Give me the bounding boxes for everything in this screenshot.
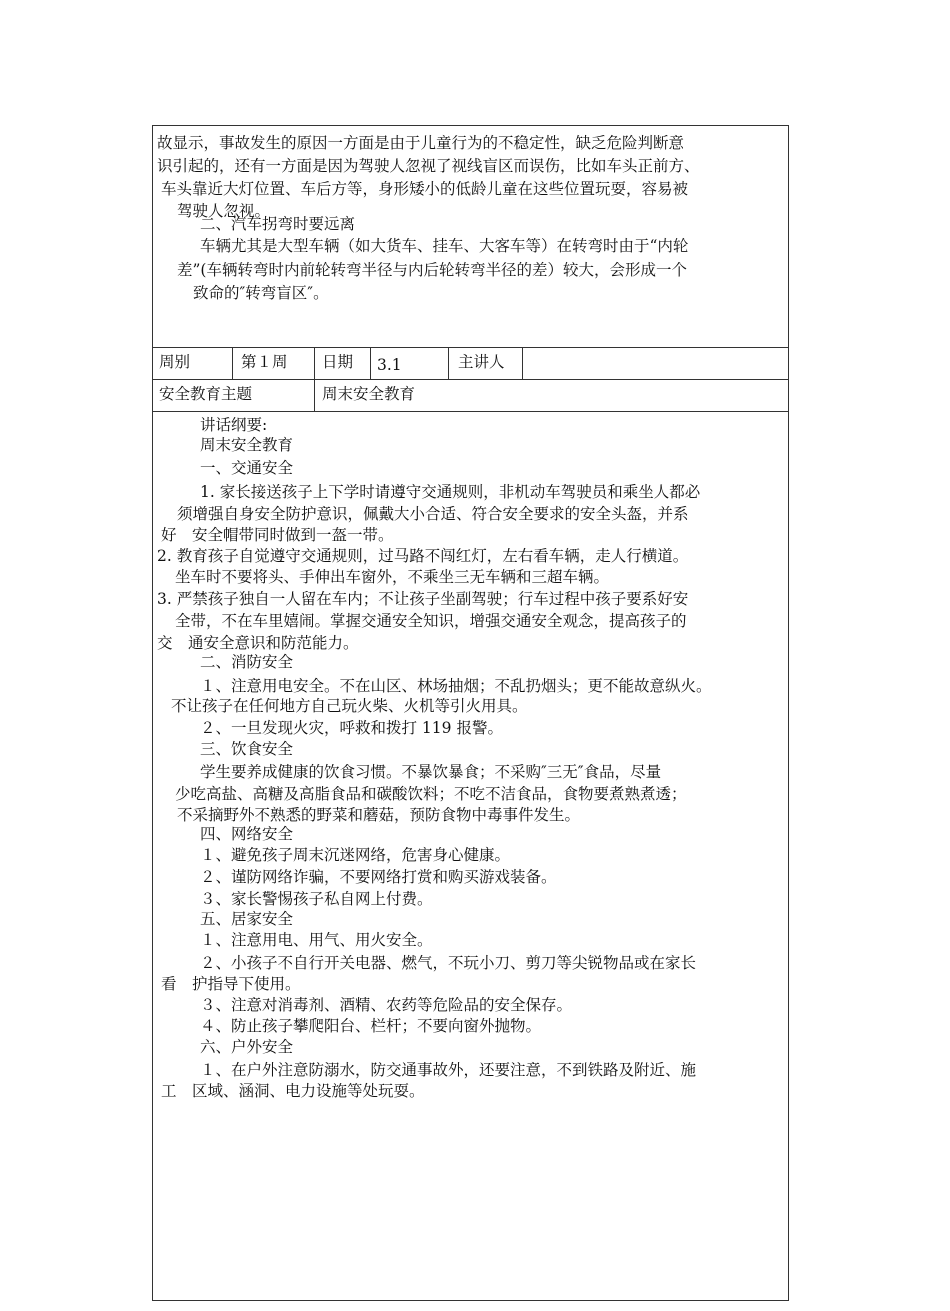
cell-divider xyxy=(314,347,315,379)
week-value: 第１周 xyxy=(241,353,288,371)
outline-line: 好 安全帽带同时做到一盔一带。 xyxy=(161,526,394,544)
row-divider xyxy=(153,347,788,348)
outline-line: 3. 严禁孩子独自一人留在车内；不让孩子坐副驾驶；行车过程中孩子要系好安 xyxy=(157,590,689,608)
outline-line: 五、居家安全 xyxy=(200,910,294,928)
outline-line: 工 区域、涵洞、电力设施等处玩耍。 xyxy=(161,1082,425,1100)
outline-line: １、注意用电、用气、用火安全。 xyxy=(200,931,433,949)
outline-line: 二、消防安全 xyxy=(200,653,294,671)
top-line: 驾驶人忽视。 xyxy=(177,202,271,220)
top-line: 差”(车辆转弯时内前轮转弯半径与内后轮转弯半径的差）较大，会形成一个 xyxy=(177,261,687,279)
outline-line: １、在户外注意防溺水，防交通事故外，还要注意，不到铁路及附近、施 xyxy=(200,1061,697,1079)
outline-line: 坐车时不要将头、手伸出车窗外，不乘坐三无车辆和三超车辆。 xyxy=(175,568,610,586)
outline-line: ２、小孩子不自行开关电器、燃气，不玩小刀、剪刀等尖锐物品或在家长 xyxy=(200,954,697,972)
theme-value: 周末安全教育 xyxy=(322,385,416,403)
outline-line: １、注意用电安全。不在山区、林场抽烟；不乱扔烟头；更不能故意纵火。 xyxy=(200,677,712,695)
date-label: 日期 xyxy=(322,353,354,371)
outline-line: 不让孩子在任何地方自己玩火柴、火机等引火用具。 xyxy=(171,697,528,715)
top-line: 识引起的，还有一方面是因为驾驶人忽视了视线盲区而误伤，比如车头正前方、 xyxy=(157,157,700,175)
outline-line: ４、防止孩子攀爬阳台、栏杆；不要向窗外抛物。 xyxy=(200,1017,542,1035)
week-label: 周别 xyxy=(159,353,191,371)
outline-line: 四、网络安全 xyxy=(200,825,294,843)
row-divider xyxy=(153,411,788,412)
outline-line: ２、一旦发现火灾，呼救和拨打 119 报警。 xyxy=(200,719,503,737)
cell-divider xyxy=(232,347,233,379)
date-value: 3.1 xyxy=(377,356,402,374)
outline-line: 少吃高盐、高糖及高脂食品和碳酸饮料；不吃不洁食品，食物要煮熟煮透； xyxy=(175,785,687,803)
outline-line: 交 通安全意识和防范能力。 xyxy=(157,634,359,652)
theme-label: 安全教育主题 xyxy=(159,385,253,403)
outline-line: 六、户外安全 xyxy=(200,1038,294,1056)
outline-line: 全带，不在车里嬉闹。掌握交通安全知识，增强交通安全观念，提高孩子的 xyxy=(175,612,687,630)
row-divider xyxy=(153,379,788,380)
outline-line: 一、交通安全 xyxy=(200,459,294,477)
outline-line: 1. 家长接送孩子上下学时请遵守交通规则，非机动车驾驶员和乘坐人都必 xyxy=(200,483,701,501)
outline-line: 2. 教育孩子自觉遵守交通规则，过马路不闯红灯，左右看车辆，走人行横道。 xyxy=(157,547,689,565)
cell-divider xyxy=(522,347,523,379)
cell-divider xyxy=(314,379,315,411)
outline-line: ２、谨防网络诈骗，不要网络打赏和购买游戏装备。 xyxy=(200,868,557,886)
top-line: 二、汽车拐弯时要远离 xyxy=(200,215,356,233)
outline-line: 不采摘野外不熟悉的野菜和蘑菇，预防食物中毒事件发生。 xyxy=(177,806,581,824)
outline-line: １、避免孩子周末沉迷网络，危害身心健康。 xyxy=(200,846,511,864)
top-line: 致命的″转弯盲区″。 xyxy=(193,284,329,302)
top-line: 车辆尤其是大型车辆（如大货车、挂车、大客车等）在转弯时由于“内轮 xyxy=(200,237,689,255)
lesson-table xyxy=(152,125,789,1301)
top-line: 车头靠近大灯位置、车后方等，身形矮小的低龄儿童在这些位置玩耍，容易被 xyxy=(161,180,689,198)
top-line: 故显示，事故发生的原因一方面是由于儿童行为的不稳定性，缺乏危险判断意 xyxy=(157,134,685,152)
outline-line: 三、饮食安全 xyxy=(200,740,294,758)
cell-divider xyxy=(370,347,371,379)
outline-line: ３、家长警惕孩子私自网上付费。 xyxy=(200,890,433,908)
outline-line: 学生要养成健康的饮食习惯。不暴饮暴食；不采购″三无″食品，尽量 xyxy=(200,763,662,781)
outline-line: ３、注意对消毒剂、酒精、农药等危险品的安全保存。 xyxy=(200,996,573,1014)
speaker-label: 主讲人 xyxy=(458,353,505,371)
outline-line: 讲话纲要: xyxy=(200,416,268,434)
cell-divider xyxy=(448,347,449,379)
outline-line: 看 护指导下使用。 xyxy=(161,975,301,993)
outline-line: 须增强自身安全防护意识，佩戴大小合适、符合安全要求的安全头盔，并系 xyxy=(177,505,689,523)
outline-line: 周末安全教育 xyxy=(200,436,294,454)
